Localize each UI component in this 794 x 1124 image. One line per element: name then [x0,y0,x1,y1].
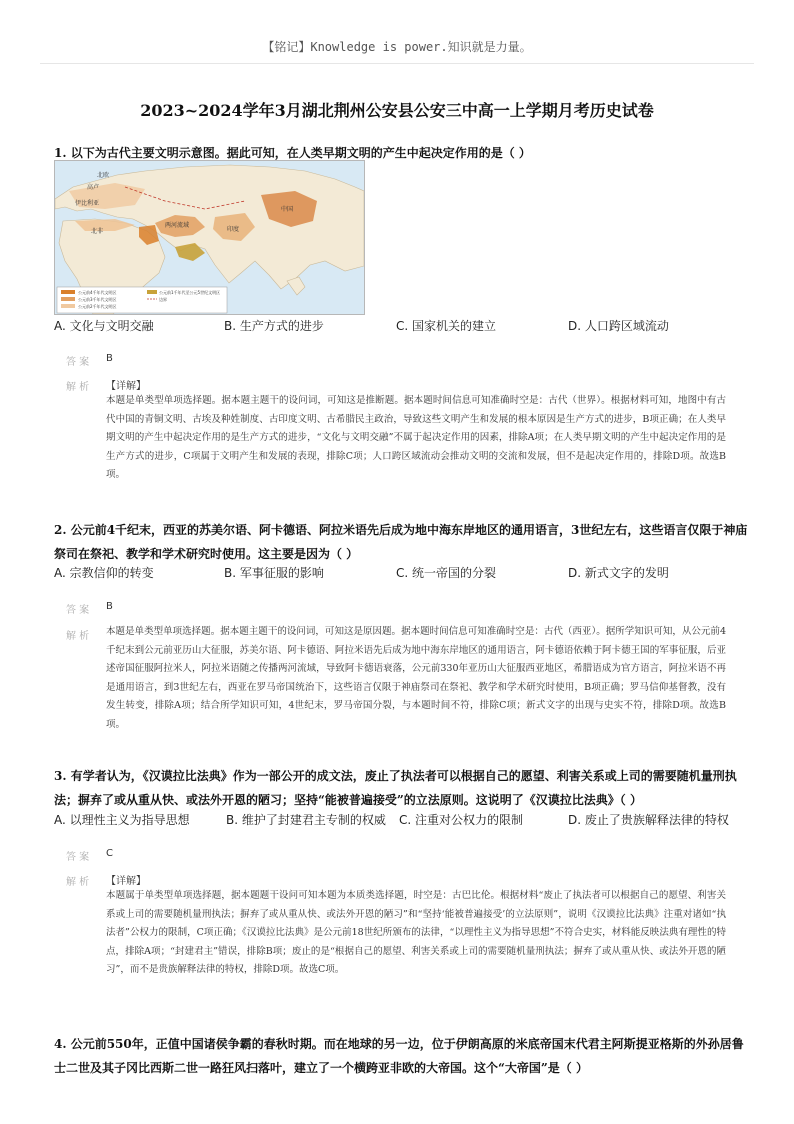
option-c[interactable]: C. 注重对公权力的限制 [399,813,524,827]
question-3-options [54,811,754,831]
option-c[interactable]: C. 统一帝国的分裂 [396,566,497,580]
legend-label-4: 公元前1千年代至公元5世纪文明区 [159,290,221,295]
legend-swatch-4 [147,290,157,294]
question-2-options [54,564,754,584]
option-a[interactable]: A. 文化与文明交融 [54,319,154,333]
answer-value: B [106,601,113,612]
label-china: 中国 [281,206,294,213]
question-2-stem: 2. 公元前4千纪末，西亚的苏美尔语、阿卡德语、阿拉米语先后成为地中海东岸地区的通用语言，3世纪左右，这些语言仅限于神庙祭司在祭祀、教学和学术研究时使用。这主要是因为（ ） [54,523,748,561]
option-b[interactable]: B. 军事征服的影响 [224,566,324,580]
option-d[interactable]: D. 人口跨区域流动 [568,319,669,333]
legend-swatch-2 [61,297,75,301]
label-iberia: 伊比利亚 [75,200,100,207]
option-b[interactable]: B. 生产方式的进步 [224,319,324,333]
label-north-africa: 北非 [91,228,104,235]
analysis-label: 解 析 [66,382,90,393]
legend-swatch-1 [61,290,75,294]
map-graphic [55,161,364,314]
option-d[interactable]: D. 新式文字的发明 [568,566,669,580]
label-india: 印度 [227,226,240,233]
option-b[interactable]: B. 维护了封建君主专制的权威 [226,813,386,827]
exam-title: 2023~2024学年3月湖北荆州公安县公安三中高一上学期月考历史试卷 [140,101,654,120]
analysis-label: 解 析 [66,631,90,642]
legend-label-5: 边界 [159,297,167,302]
analysis-label: 解 析 [66,877,90,888]
header-motto: 【铭记】Knowledge is power.知识就是力量。 [262,40,532,54]
label-two-rivers: 两河流域 [165,222,190,229]
legend-label-3: 公元前2千年代文明区 [78,304,117,309]
answer-label: 答 案 [66,605,90,616]
header-divider [40,63,754,64]
explanation-text: 本题是单类型单项选择题。据本题主题干的设问词，可知这是原因题。据本题时间信息可知准确时空是：古代（西亚）。据所学知识可知，从公元前4千纪末到公元前亚历山大征服，苏美尔语、阿卡德语、阿拉米语先后成为地中海东岸地区的通用语言，阿卡德语依赖于阿卡德王国的军事征服，后亚述帝国征服阿拉米人，阿拉米语随之传播两河流域，导致阿卡德语衰落，公元前330年亚历山大征服西亚地区，希腊语成为官方语言，阿拉米语不再是通用语言，到3世纪左右，西亚在罗马帝国统治下，这些语言仅限于神庙祭司在祭祀、教学和学术研究时使用，B项正确；罗马信仰基督教，没有发生转变，排除A项；结合所学知识可知，4世纪末，罗马帝国分裂，与本题时间不符，排除C项；新式文字的出现与史实不符，排除D项。故选B项。 [106,626,726,730]
option-a[interactable]: A. 以理性主义为指导思想 [54,813,190,827]
option-a[interactable]: A. 宗教信仰的转变 [54,566,154,580]
answer-value: B [106,353,113,364]
answer-label: 答 案 [66,357,90,368]
explain-title: 【详解】 [106,876,146,887]
answer-label: 答 案 [66,852,90,863]
question-3-stem: 3. 有学者认为，《汉谟拉比法典》作为一部公开的成文法，废止了执法者可以根据自己的愿望、利害关系或上司的需要随机量刑执法；摒弃了或从重从快、或法外开恩的陋习；坚持“能被普遍接受”的立法原则。这说明了《汉谟拉比法典》（ ） [54,769,737,807]
legend-label-2: 公元前3千年代文明区 [78,297,117,302]
explanation-text: 本题属于单类型单项选择题，据本题题干设问可知本题为本质类选择题，时空是：古巴比伦。根据材料“废止了执法者可以根据自己的愿望、利害关系或上司的需要随机量刑执法；摒弃了或从重从快、或法外开恩的陋习”和“坚持‘能被普遍接受’的立法原则”，说明《汉谟拉比法典》注重对诸如“执法者”公权力的限制，C项正确；《汉谟拉比法典》是公元前18世纪所颁布的法律，“以理性主义为指导思想”不符合史实，材料能反映法典有理性的特点，排除A项；“封建君主”错误，排除B项；废止的是“根据自己的愿望、利害关系或上司的需要随机量刑执法；摒弃了或从重从快、或法外开恩的陋习”，而不是贵族解释法律的特权，排除D项。故选C项。 [106,890,726,975]
explanation-text: 本题是单类型单项选择题。据本题主题干的设问词，可知这是推断题。据本题时间信息可知准确时空是：古代（世界）。根据材料可知，地图中有古代中国的青铜文明、古埃及种姓制度、古印度文明、古希腊民主政治，导致这些文明产生和发展的根本原因是生产方式的进步，B项正确；在人类早期文明的产生中起决定作用的是生产方式的进步，“文化与文明交融”不属于起决定作用的因素，排除A项；在人类早期文明的产生中起决定作用的是生产方式的进步，C项属于文明产生和发展的表现，排除C项；人口跨区域流动会推动文明的交流和发展，但不是起决定作用的，排除D项。故选B项。 [106,395,726,480]
answer-value: C [106,848,113,859]
ancient-civilizations-map [54,160,365,315]
legend-label-1: 公元前4千年代文明区 [78,290,117,295]
option-c[interactable]: C. 国家机关的建立 [396,319,497,333]
page-header [0,0,794,64]
explain-title: 【详解】 [106,381,146,392]
label-north-europe: 北欧 [97,172,110,179]
question-4-stem: 4. 公元前550年，正值中国诸侯争霸的春秋时期。而在地球的另一边，位于伊朗高原的米底帝国末代君主阿斯提亚格斯的外孙居鲁士二世及其子冈比西斯二世一路狂风扫落叶，建立了一个横跨亚非欧的大帝国。这个“大帝国”是（ ） [54,1037,744,1075]
question-1-stem: 1. 以下为古代主要文明示意图。据此可知，在人类早期文明的产生中起决定作用的是（ ） [54,146,531,160]
question-1-options [54,317,754,337]
legend-swatch-3 [61,304,75,308]
label-gaul: 高卢 [87,184,100,191]
option-d[interactable]: D. 废止了贵族解释法律的特权 [568,813,729,827]
